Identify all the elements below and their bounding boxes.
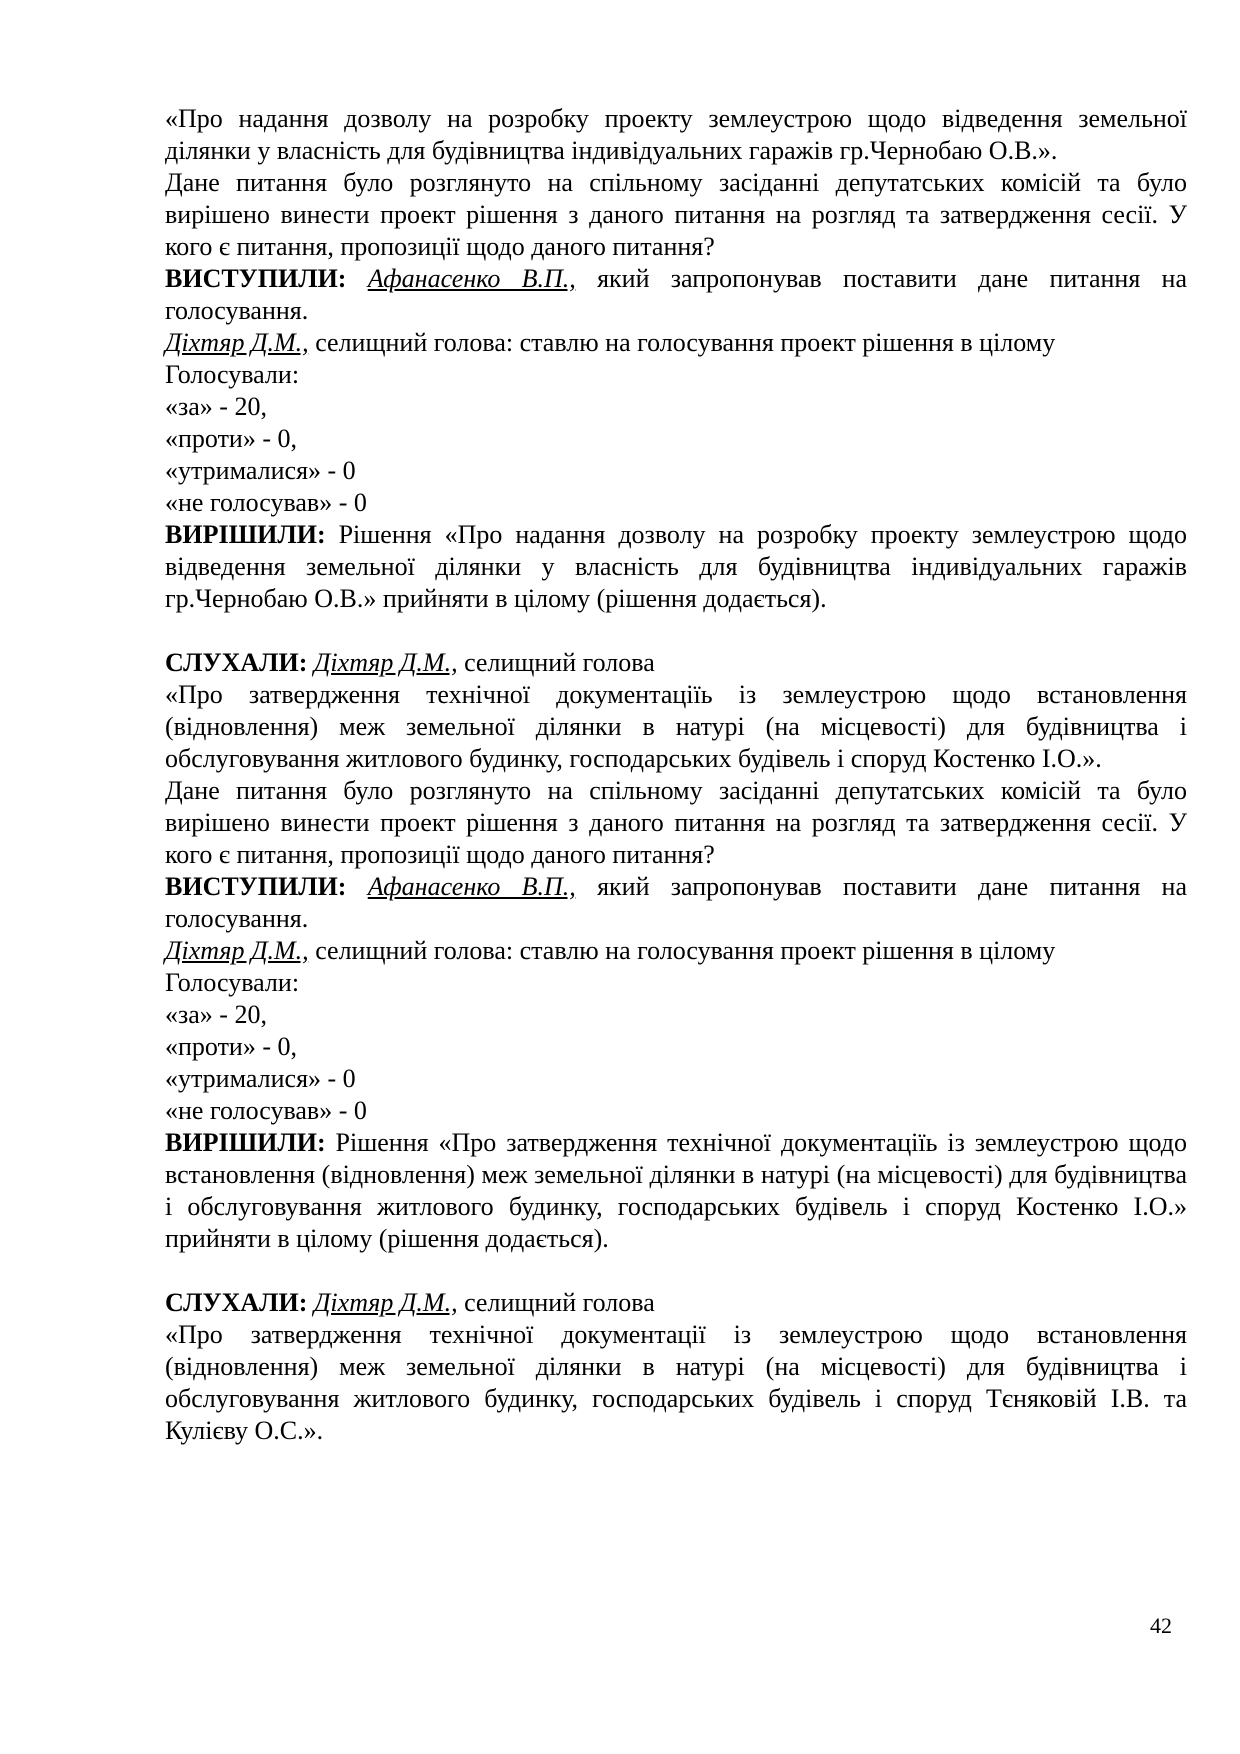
section2-decision-text: Рішення «Про затвердження технічної документаціїь із землеустрою щодо встановлення (відновлення) меж земельної ділянки в натурі (на місцевості) для будівництва і обслуговування житлового будинку, господарських будівель і споруд Костенко І.О.» прийняти в цілому (рішення додається).	[165, 1128, 1187, 1253]
speaker-afanasenko: Афанасенко В.П.,	[367, 872, 576, 901]
section3-heard-text: селищний голова	[457, 1288, 655, 1317]
section2-topic: «Про затвердження технічної документаціїь із землеустрою щодо встановлення (відновлення) меж земельної ділянки в натурі (на місцевості) для будівництва і обслуговування житлового будинку, господарських будівель і споруд Костенко І.О.».	[165, 680, 1187, 773]
section1-decision-text: Рішення «Про надання дозволу на розробку проекту землеустрою щодо відведення земельної ділянки у власність для будівництва індивідуальних гаражів гр.Чернобаю О.В.» прийняти в цілому (рішення додається).	[165, 520, 1187, 613]
section2-vote-call	[165, 935, 1187, 967]
section-spacer	[165, 1255, 1187, 1287]
section2-vote-absent: «не голосував» - 0	[165, 1096, 367, 1125]
section1-decision	[165, 519, 1187, 615]
vyrishyly-label: ВИРІШИЛИ:	[165, 520, 326, 549]
speaker-dikhtiar: Діхтяр Д.М.,	[165, 328, 309, 357]
section2-speech-text: який запропонував поставити дане питання на голосування.	[165, 872, 1188, 933]
section2-vote-for: «за» - 20,	[165, 1000, 267, 1029]
page-number: 42	[1150, 1613, 1172, 1638]
sluhaly-label: СЛУХАЛИ:	[165, 1288, 308, 1317]
section2-vote-call-text: селищний голова: ставлю на голосування проект рішення в цілому	[308, 936, 1056, 965]
section2-speech	[165, 871, 1187, 935]
section2-decision	[165, 1127, 1187, 1255]
section1-vote-abstain: «утрималися» - 0	[165, 456, 356, 485]
section3-topic: «Про затвердження технічної документації із землеустрою щодо встановлення (відновлення) меж земельної ділянки в натурі (на місцевості) для будівництва і обслуговування житлового будинку, господарських будівель і споруд Тєняковій І.В. та Кулієву О.С.».	[165, 1320, 1187, 1445]
section2-discussion: Дане питання було розглянуто на спільному засіданні депутатських комісій та було вирішено винести проект рішення з даного питання на розгляд та затвердження сесії. У кого є питання, пропозиції щодо даного питання?	[165, 776, 1187, 869]
section3-heard	[165, 1287, 1187, 1319]
speaker-dikhtiar: Діхтяр Д.М.,	[313, 648, 458, 677]
section1-speech	[165, 263, 1187, 327]
section2-vote-abstain: «утрималися» - 0	[165, 1064, 356, 1093]
section2-vote-against: «проти» - 0,	[165, 1032, 298, 1061]
vystupyly-label: ВИСТУПИЛИ:	[165, 872, 347, 901]
section2-heard-text: селищний голова	[457, 648, 655, 677]
speaker-dikhtiar: Діхтяр Д.М.,	[313, 1288, 458, 1317]
section1-topic: «Про надання дозволу на розробку проекту землеустрою щодо відведення земельної ділянки у власність для будівництва індивідуальних гаражів гр.Чернобаю О.В.».	[165, 104, 1187, 165]
document-page	[165, 103, 1187, 1447]
section2-voted: Голосували:	[165, 968, 300, 997]
section1-vote-call-text: селищний голова: ставлю на голосування проект рішення в цілому	[308, 328, 1056, 357]
section1-speech-text: який запропонував поставити дане питання на голосування.	[165, 264, 1188, 325]
section1-vote-absent: «не голосував» - 0	[165, 488, 367, 517]
section1-discussion: Дане питання було розглянуто на спільному засіданні депутатських комісій та було вирішено винести проект рішення з даного питання на розгляд та затвердження сесії. У кого є питання, пропозиції щодо даного питання?	[165, 168, 1187, 261]
sluhaly-label: СЛУХАЛИ:	[165, 648, 308, 677]
section1-vote-for: «за» - 20,	[165, 392, 267, 421]
vyrishyly-label: ВИРІШИЛИ:	[165, 1128, 326, 1157]
section1-vote-against: «проти» - 0,	[165, 424, 298, 453]
section1-vote-call	[165, 327, 1187, 359]
vystupyly-label: ВИСТУПИЛИ:	[165, 264, 347, 293]
section1-voted: Голосували:	[165, 360, 300, 389]
section-spacer	[165, 615, 1187, 647]
speaker-afanasenko: Афанасенко В.П.,	[367, 264, 576, 293]
speaker-dikhtiar: Діхтяр Д.М.,	[165, 936, 309, 965]
section2-heard	[165, 647, 1187, 679]
